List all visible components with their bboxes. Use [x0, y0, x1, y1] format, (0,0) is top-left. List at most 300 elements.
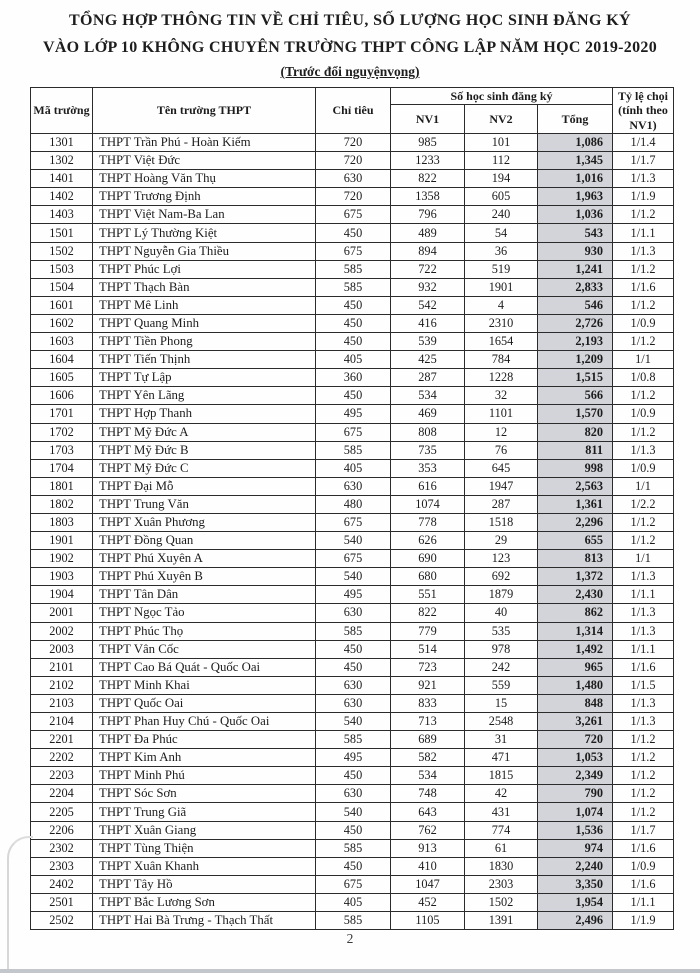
school-name-cell: THPT Xuân Giang [93, 821, 316, 839]
ratio-cell: 1/1 [613, 351, 674, 369]
quota-cell: 540 [316, 568, 391, 586]
ratio-cell: 1/1.2 [613, 296, 674, 314]
nv2-cell: 1947 [465, 477, 538, 495]
school-code-cell: 1601 [31, 296, 93, 314]
nv2-cell: 194 [465, 170, 538, 188]
nv2-cell: 240 [465, 206, 538, 224]
table-header [31, 88, 674, 134]
nv2-cell: 431 [465, 803, 538, 821]
nv2-cell: 15 [465, 694, 538, 712]
total-cell: 974 [538, 839, 613, 857]
quota-cell: 450 [316, 658, 391, 676]
table-row [31, 713, 674, 731]
ratio-cell: 1/1.2 [613, 513, 674, 531]
table-row [31, 658, 674, 676]
school-code-cell: 2104 [31, 713, 93, 731]
nv2-cell: 61 [465, 839, 538, 857]
document-subtitle: (Trước đổi nguyệnvọng) [280, 64, 420, 79]
table-row [31, 676, 674, 694]
quota-cell: 540 [316, 713, 391, 731]
table-row [31, 532, 674, 550]
school-name-cell: THPT Phú Xuyên A [93, 550, 316, 568]
table-row [31, 423, 674, 441]
quota-cell: 450 [316, 767, 391, 785]
nv1-cell: 1105 [391, 912, 465, 930]
school-code-cell: 1605 [31, 369, 93, 387]
nv1-cell: 913 [391, 839, 465, 857]
nv2-cell: 645 [465, 459, 538, 477]
nv2-cell: 112 [465, 152, 538, 170]
nv2-cell: 31 [465, 731, 538, 749]
nv1-cell: 680 [391, 568, 465, 586]
header-nv2: NV2 [465, 105, 538, 134]
quota-cell: 405 [316, 459, 391, 477]
table-row [31, 242, 674, 260]
total-cell: 2,296 [538, 513, 613, 531]
table-row [31, 188, 674, 206]
nv2-cell: 692 [465, 568, 538, 586]
header-ratio-line3: NV1) [629, 117, 657, 132]
ratio-cell: 1/0.9 [613, 405, 674, 423]
total-cell: 811 [538, 441, 613, 459]
school-name-cell: THPT Tự Lập [93, 369, 316, 387]
total-cell: 862 [538, 604, 613, 622]
ratio-cell: 1/0.9 [613, 314, 674, 332]
school-code-cell: 1701 [31, 405, 93, 423]
quota-cell: 405 [316, 893, 391, 911]
enrollment-table [30, 87, 674, 930]
total-cell: 1,209 [538, 351, 613, 369]
total-cell: 1,036 [538, 206, 613, 224]
ratio-cell: 1/1.2 [613, 260, 674, 278]
school-name-cell: THPT Hoàng Văn Thụ [93, 170, 316, 188]
school-code-cell: 1704 [31, 459, 93, 477]
school-code-cell: 2201 [31, 731, 93, 749]
school-name-cell: THPT Lý Thường Kiệt [93, 224, 316, 242]
nv1-cell: 921 [391, 676, 465, 694]
total-cell: 546 [538, 296, 613, 314]
table-row [31, 459, 674, 477]
table-row [31, 333, 674, 351]
school-code-cell: 1501 [31, 224, 93, 242]
ratio-cell: 1/1.4 [613, 134, 674, 152]
school-name-cell: THPT Mỹ Đức A [93, 423, 316, 441]
school-name-cell: THPT Việt Nam-Ba Lan [93, 206, 316, 224]
school-name-cell: THPT Minh Phú [93, 767, 316, 785]
nv1-cell: 722 [391, 260, 465, 278]
total-cell: 930 [538, 242, 613, 260]
ratio-cell: 1/1.3 [613, 441, 674, 459]
quota-cell: 585 [316, 731, 391, 749]
quota-cell: 405 [316, 351, 391, 369]
quota-cell: 450 [316, 224, 391, 242]
school-code-cell: 1502 [31, 242, 93, 260]
school-name-cell: THPT Đa Phúc [93, 731, 316, 749]
ratio-cell: 1/1.7 [613, 821, 674, 839]
nv2-cell: 1815 [465, 767, 538, 785]
school-code-cell: 2101 [31, 658, 93, 676]
ratio-cell: 1/0.9 [613, 857, 674, 875]
ratio-cell: 1/1.1 [613, 893, 674, 911]
ratio-cell: 1/1.2 [613, 731, 674, 749]
nv2-cell: 1830 [465, 857, 538, 875]
ratio-cell: 1/1.2 [613, 532, 674, 550]
table-row [31, 495, 674, 513]
school-code-cell: 2203 [31, 767, 93, 785]
school-code-cell: 1901 [31, 532, 93, 550]
nv1-cell: 894 [391, 242, 465, 260]
school-code-cell: 2402 [31, 875, 93, 893]
school-code-cell: 2303 [31, 857, 93, 875]
quota-cell: 585 [316, 441, 391, 459]
quota-cell: 585 [316, 622, 391, 640]
nv2-cell: 123 [465, 550, 538, 568]
school-name-cell: THPT Mê Linh [93, 296, 316, 314]
nv1-cell: 833 [391, 694, 465, 712]
school-code-cell: 1801 [31, 477, 93, 495]
table-row [31, 622, 674, 640]
quota-cell: 450 [316, 387, 391, 405]
ratio-cell: 1/1.6 [613, 875, 674, 893]
ratio-cell: 1/1.3 [613, 694, 674, 712]
nv1-cell: 822 [391, 170, 465, 188]
quota-cell: 540 [316, 803, 391, 821]
nv1-cell: 1074 [391, 495, 465, 513]
nv1-cell: 469 [391, 405, 465, 423]
school-name-cell: THPT Phúc Lợi [93, 260, 316, 278]
nv2-cell: 774 [465, 821, 538, 839]
total-cell: 3,350 [538, 875, 613, 893]
school-name-cell: THPT Yên Lãng [93, 387, 316, 405]
table-row [31, 134, 674, 152]
nv1-cell: 713 [391, 713, 465, 731]
total-cell: 1,241 [538, 260, 613, 278]
nv1-cell: 1047 [391, 875, 465, 893]
nv1-cell: 985 [391, 134, 465, 152]
table-row [31, 640, 674, 658]
ratio-cell: 1/0.8 [613, 369, 674, 387]
total-cell: 1,372 [538, 568, 613, 586]
ratio-cell: 1/1.2 [613, 803, 674, 821]
nv2-cell: 36 [465, 242, 538, 260]
nv1-cell: 689 [391, 731, 465, 749]
school-code-cell: 2206 [31, 821, 93, 839]
total-cell: 1,016 [538, 170, 613, 188]
quota-cell: 630 [316, 604, 391, 622]
total-cell: 566 [538, 387, 613, 405]
nv1-cell: 452 [391, 893, 465, 911]
table-row [31, 550, 674, 568]
nv1-cell: 932 [391, 278, 465, 296]
header-ratio-line2: (tính theo [618, 103, 668, 118]
school-name-cell: THPT Trung Văn [93, 495, 316, 513]
nv1-cell: 416 [391, 314, 465, 332]
ratio-cell: 1/1.2 [613, 785, 674, 803]
nv1-cell: 534 [391, 387, 465, 405]
nv2-cell: 535 [465, 622, 538, 640]
nv1-cell: 534 [391, 767, 465, 785]
nv2-cell: 32 [465, 387, 538, 405]
table-row [31, 513, 674, 531]
total-cell: 1,963 [538, 188, 613, 206]
table-row [31, 893, 674, 911]
header-school-code: Mã trường [31, 88, 93, 134]
total-cell: 720 [538, 731, 613, 749]
nv2-cell: 1228 [465, 369, 538, 387]
nv1-cell: 1358 [391, 188, 465, 206]
nv2-cell: 2310 [465, 314, 538, 332]
total-cell: 1,515 [538, 369, 613, 387]
quota-cell: 630 [316, 785, 391, 803]
nv1-cell: 808 [391, 423, 465, 441]
ratio-cell: 1/1.2 [613, 387, 674, 405]
quota-cell: 450 [316, 857, 391, 875]
nv1-cell: 539 [391, 333, 465, 351]
nv1-cell: 514 [391, 640, 465, 658]
ratio-cell: 1/1.6 [613, 658, 674, 676]
school-name-cell: THPT Phú Xuyên B [93, 568, 316, 586]
school-code-cell: 1301 [31, 134, 93, 152]
table-row [31, 351, 674, 369]
school-name-cell: THPT Tiến Thịnh [93, 351, 316, 369]
total-cell: 2,430 [538, 586, 613, 604]
quota-cell: 495 [316, 586, 391, 604]
ratio-cell: 1/1.1 [613, 224, 674, 242]
school-code-cell: 1603 [31, 333, 93, 351]
table-row [31, 821, 674, 839]
school-code-cell: 2002 [31, 622, 93, 640]
scan-artifact-bottom-bar [0, 969, 700, 973]
table-row [31, 152, 674, 170]
nv1-cell: 778 [391, 513, 465, 531]
school-name-cell: THPT Kim Anh [93, 749, 316, 767]
school-code-cell: 2001 [31, 604, 93, 622]
total-cell: 1,314 [538, 622, 613, 640]
nv1-cell: 582 [391, 749, 465, 767]
total-cell: 2,193 [538, 333, 613, 351]
ratio-cell: 1/1.1 [613, 586, 674, 604]
school-name-cell: THPT Cao Bá Quát - Quốc Oai [93, 658, 316, 676]
quota-cell: 720 [316, 188, 391, 206]
nv2-cell: 784 [465, 351, 538, 369]
ratio-cell: 1/1.2 [613, 767, 674, 785]
nv2-cell: 605 [465, 188, 538, 206]
school-name-cell: THPT Đồng Quan [93, 532, 316, 550]
table-row [31, 568, 674, 586]
quota-cell: 450 [316, 314, 391, 332]
total-cell: 1,053 [538, 749, 613, 767]
table-row [31, 803, 674, 821]
school-name-cell: THPT Trần Phú - Hoàn Kiếm [93, 134, 316, 152]
table-row [31, 694, 674, 712]
ratio-cell: 1/1.9 [613, 912, 674, 930]
school-code-cell: 1401 [31, 170, 93, 188]
ratio-cell: 1/1.6 [613, 278, 674, 296]
ratio-cell: 1/1.3 [613, 568, 674, 586]
total-cell: 848 [538, 694, 613, 712]
quota-cell: 585 [316, 278, 391, 296]
school-name-cell: THPT Xuân Khanh [93, 857, 316, 875]
table-body [31, 134, 674, 930]
table-row [31, 278, 674, 296]
header-school-name: Tên trường THPT [93, 88, 316, 134]
school-code-cell: 1503 [31, 260, 93, 278]
school-code-cell: 1904 [31, 586, 93, 604]
school-code-cell: 1504 [31, 278, 93, 296]
school-name-cell: THPT Minh Khai [93, 676, 316, 694]
nv1-cell: 690 [391, 550, 465, 568]
school-name-cell: THPT Hợp Thanh [93, 405, 316, 423]
school-name-cell: THPT Hai Bà Trưng - Thạch Thất [93, 912, 316, 930]
quota-cell: 450 [316, 296, 391, 314]
nv2-cell: 1101 [465, 405, 538, 423]
school-code-cell: 1703 [31, 441, 93, 459]
school-name-cell: THPT Tân Dân [93, 586, 316, 604]
header-row-1 [31, 88, 674, 105]
school-code-cell: 2205 [31, 803, 93, 821]
quota-cell: 675 [316, 875, 391, 893]
ratio-cell: 1/1.3 [613, 622, 674, 640]
total-cell: 1,954 [538, 893, 613, 911]
nv1-cell: 1233 [391, 152, 465, 170]
ratio-cell: 1/2.2 [613, 495, 674, 513]
nv2-cell: 1518 [465, 513, 538, 531]
quota-cell: 630 [316, 676, 391, 694]
nv1-cell: 489 [391, 224, 465, 242]
quota-cell: 675 [316, 242, 391, 260]
quota-cell: 630 [316, 694, 391, 712]
nv2-cell: 54 [465, 224, 538, 242]
nv1-cell: 410 [391, 857, 465, 875]
total-cell: 1,361 [538, 495, 613, 513]
nv1-cell: 425 [391, 351, 465, 369]
ratio-cell: 1/1.3 [613, 170, 674, 188]
school-name-cell: THPT Xuân Phương [93, 513, 316, 531]
school-code-cell: 1606 [31, 387, 93, 405]
school-code-cell: 2204 [31, 785, 93, 803]
school-code-cell: 2102 [31, 676, 93, 694]
school-name-cell: THPT Việt Đức [93, 152, 316, 170]
document-title-line1: TỔNG HỢP THÔNG TIN VỀ CHỈ TIÊU, SỐ LƯỢNG HỌC SINH ĐĂNG KÝ [68, 12, 631, 29]
nv2-cell: 471 [465, 749, 538, 767]
header-total: Tổng [538, 105, 613, 134]
school-name-cell: THPT Nguyễn Gia Thiều [93, 242, 316, 260]
total-cell: 1,074 [538, 803, 613, 821]
header-registered-group: Số học sinh đăng ký [391, 88, 613, 105]
school-name-cell: THPT Tây Hồ [93, 875, 316, 893]
total-cell: 790 [538, 785, 613, 803]
school-name-cell: THPT Đại Mỗ [93, 477, 316, 495]
nv2-cell: 519 [465, 260, 538, 278]
table-row [31, 170, 674, 188]
school-code-cell: 1802 [31, 495, 93, 513]
total-cell: 1,086 [538, 134, 613, 152]
school-name-cell: THPT Vân Cốc [93, 640, 316, 658]
ratio-cell: 1/0.9 [613, 459, 674, 477]
nv1-cell: 643 [391, 803, 465, 821]
total-cell: 543 [538, 224, 613, 242]
nv1-cell: 723 [391, 658, 465, 676]
nv2-cell: 1901 [465, 278, 538, 296]
school-code-cell: 1302 [31, 152, 93, 170]
nv2-cell: 101 [465, 134, 538, 152]
table-row [31, 441, 674, 459]
total-cell: 1,570 [538, 405, 613, 423]
nv1-cell: 779 [391, 622, 465, 640]
nv2-cell: 1879 [465, 586, 538, 604]
table-row [31, 224, 674, 242]
ratio-cell: 1/1.3 [613, 713, 674, 731]
nv2-cell: 40 [465, 604, 538, 622]
table-row [31, 296, 674, 314]
table-row [31, 785, 674, 803]
ratio-cell: 1/1.2 [613, 423, 674, 441]
quota-cell: 675 [316, 513, 391, 531]
nv2-cell: 287 [465, 495, 538, 513]
table-row [31, 387, 674, 405]
ratio-cell: 1/1.3 [613, 604, 674, 622]
school-name-cell: THPT Quang Minh [93, 314, 316, 332]
scan-artifact-left-edge [7, 836, 33, 973]
nv2-cell: 2548 [465, 713, 538, 731]
document-title-line2: VÀO LỚP 10 KHÔNG CHUYÊN TRƯỜNG THPT CÔNG LẬP NĂM HỌC 2019-2020 [42, 39, 658, 56]
school-code-cell: 1402 [31, 188, 93, 206]
total-cell: 2,833 [538, 278, 613, 296]
total-cell: 2,349 [538, 767, 613, 785]
ratio-cell: 1/1.1 [613, 640, 674, 658]
table-row [31, 586, 674, 604]
school-code-cell: 1702 [31, 423, 93, 441]
table-row [31, 369, 674, 387]
nv1-cell: 616 [391, 477, 465, 495]
quota-cell: 675 [316, 206, 391, 224]
table-row [31, 875, 674, 893]
quota-cell: 630 [316, 170, 391, 188]
quota-cell: 720 [316, 134, 391, 152]
document-header [0, 0, 700, 79]
header-ratio-line1: Tỷ lệ chọi [618, 89, 669, 104]
nv1-cell: 542 [391, 296, 465, 314]
total-cell: 1,492 [538, 640, 613, 658]
quota-cell: 450 [316, 821, 391, 839]
header-nv1: NV1 [391, 105, 465, 134]
ratio-cell: 1/1.5 [613, 676, 674, 694]
quota-cell: 360 [316, 369, 391, 387]
school-name-cell: THPT Phan Huy Chú - Quốc Oai [93, 713, 316, 731]
total-cell: 965 [538, 658, 613, 676]
total-cell: 1,536 [538, 821, 613, 839]
school-name-cell: THPT Sóc Sơn [93, 785, 316, 803]
ratio-cell: 1/1.2 [613, 206, 674, 224]
quota-cell: 495 [316, 749, 391, 767]
table-row [31, 731, 674, 749]
quota-cell: 540 [316, 532, 391, 550]
nv2-cell: 978 [465, 640, 538, 658]
nv1-cell: 353 [391, 459, 465, 477]
school-name-cell: THPT Mỹ Đức C [93, 459, 316, 477]
nv2-cell: 42 [465, 785, 538, 803]
header-ratio [613, 88, 674, 134]
total-cell: 655 [538, 532, 613, 550]
table-row [31, 749, 674, 767]
quota-cell: 450 [316, 640, 391, 658]
nv1-cell: 626 [391, 532, 465, 550]
school-code-cell: 2302 [31, 839, 93, 857]
nv1-cell: 735 [391, 441, 465, 459]
school-code-cell: 1803 [31, 513, 93, 531]
nv2-cell: 1502 [465, 893, 538, 911]
total-cell: 813 [538, 550, 613, 568]
